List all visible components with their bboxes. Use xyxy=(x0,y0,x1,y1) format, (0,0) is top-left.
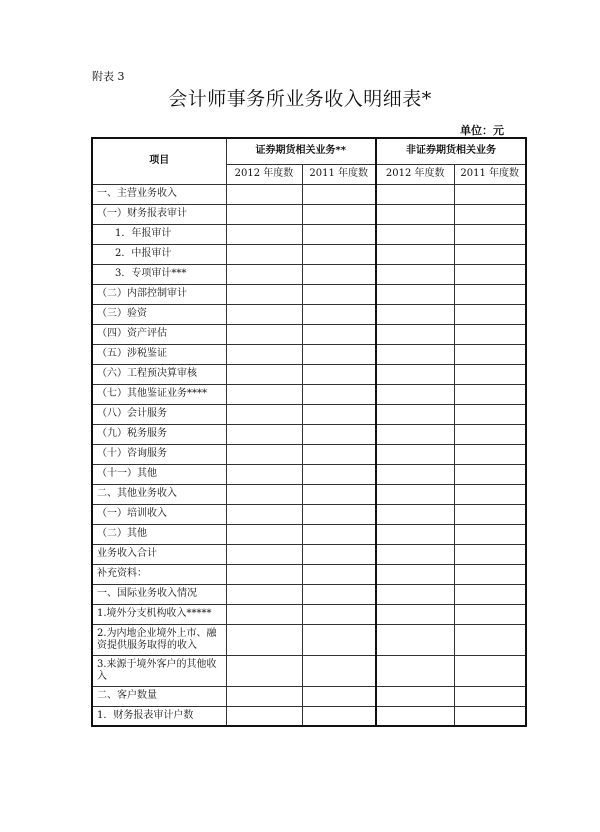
cell-securities-2011[interactable] xyxy=(302,424,376,444)
cell-non-securities-2012[interactable] xyxy=(376,284,454,304)
cell-non-securities-2012[interactable] xyxy=(376,524,454,544)
row-label: （九）税务服务 xyxy=(92,424,226,444)
row-label: 二、客户数量 xyxy=(92,686,226,706)
cell-non-securities-2011[interactable] xyxy=(454,706,526,726)
cell-securities-2011[interactable] xyxy=(302,686,376,706)
cell-securities-2011[interactable] xyxy=(302,364,376,384)
cell-securities-2012[interactable] xyxy=(226,224,302,244)
row-label: （七）其他鉴证业务**** xyxy=(92,384,226,404)
cell-securities-2011[interactable] xyxy=(302,344,376,364)
cell-non-securities-2011[interactable] xyxy=(454,524,526,544)
cell-securities-2011[interactable] xyxy=(302,204,376,224)
table-row xyxy=(92,424,526,444)
cell-non-securities-2011[interactable] xyxy=(454,504,526,524)
row-label: 2.为内地企业境外上市、融资提供服务取得的收入 xyxy=(92,624,226,655)
table-row xyxy=(92,324,526,344)
appendix-label: 附表 3 xyxy=(92,70,125,83)
table-row xyxy=(92,706,526,726)
cell-securities-2011[interactable] xyxy=(302,504,376,524)
table-row xyxy=(92,686,526,706)
cell-securities-2012[interactable] xyxy=(226,404,302,424)
row-label: （一）培训收入 xyxy=(92,504,226,524)
cell-securities-2012[interactable] xyxy=(226,444,302,464)
table-row xyxy=(92,224,526,244)
cell-securities-2011[interactable] xyxy=(302,544,376,564)
cell-non-securities-2011[interactable] xyxy=(454,464,526,484)
cell-securities-2012[interactable] xyxy=(226,284,302,304)
cell-securities-2012[interactable] xyxy=(226,364,302,384)
table-row xyxy=(92,484,526,504)
cell-non-securities-2011[interactable] xyxy=(454,404,526,424)
cell-non-securities-2012[interactable] xyxy=(376,464,454,484)
cell-non-securities-2011[interactable] xyxy=(454,484,526,504)
row-label: （八）会计服务 xyxy=(92,404,226,424)
row-label: 2．中报审计 xyxy=(92,244,226,264)
cell-non-securities-2011[interactable] xyxy=(454,444,526,464)
table-row xyxy=(92,304,526,324)
cell-non-securities-2011[interactable] xyxy=(454,655,526,686)
header-securities-business: 证券期货相关业务** xyxy=(226,138,376,164)
header-year-2011-securities: 2011 年度数 xyxy=(302,164,376,184)
cell-non-securities-2012[interactable] xyxy=(376,184,454,204)
cell-non-securities-2012[interactable] xyxy=(376,706,454,726)
cell-securities-2011[interactable] xyxy=(302,584,376,604)
cell-non-securities-2012[interactable] xyxy=(376,304,454,324)
header-non-securities-business: 非证券期货相关业务 xyxy=(376,138,526,164)
row-label: （十一）其他 xyxy=(92,464,226,484)
cell-securities-2012[interactable] xyxy=(226,384,302,404)
cell-securities-2011[interactable] xyxy=(302,384,376,404)
row-label: （六）工程预决算审核 xyxy=(92,364,226,384)
row-label: 补充资料： xyxy=(92,564,226,584)
cell-securities-2011[interactable] xyxy=(302,284,376,304)
cell-non-securities-2011[interactable] xyxy=(454,544,526,564)
cell-securities-2011[interactable] xyxy=(302,484,376,504)
table-row xyxy=(92,264,526,284)
cell-securities-2012[interactable] xyxy=(226,604,302,624)
table-row xyxy=(92,344,526,364)
cell-non-securities-2011[interactable] xyxy=(454,204,526,224)
cell-securities-2011[interactable] xyxy=(302,706,376,726)
cell-securities-2012[interactable] xyxy=(226,464,302,484)
row-label: 3.来源于境外客户的其他收入 xyxy=(92,655,226,686)
cell-non-securities-2012[interactable] xyxy=(376,484,454,504)
row-label: 1.境外分支机构收入***** xyxy=(92,604,226,624)
cell-securities-2011[interactable] xyxy=(302,304,376,324)
row-label: （三）验资 xyxy=(92,304,226,324)
cell-non-securities-2011[interactable] xyxy=(454,224,526,244)
cell-non-securities-2012[interactable] xyxy=(376,424,454,444)
row-label: （二）内部控制审计 xyxy=(92,284,226,304)
table-row xyxy=(92,604,526,624)
cell-securities-2012[interactable] xyxy=(226,655,302,686)
cell-securities-2011[interactable] xyxy=(302,184,376,204)
row-label: 一、国际业务收入情况 xyxy=(92,584,226,604)
cell-non-securities-2011[interactable] xyxy=(454,624,526,655)
table-row xyxy=(92,384,526,404)
table-row xyxy=(92,544,526,564)
cell-non-securities-2012[interactable] xyxy=(376,344,454,364)
cell-securities-2011[interactable] xyxy=(302,224,376,244)
table-row xyxy=(92,564,526,584)
table-row xyxy=(92,364,526,384)
income-detail-table xyxy=(91,137,527,727)
cell-non-securities-2011[interactable] xyxy=(454,304,526,324)
table-row xyxy=(92,464,526,484)
table-row xyxy=(92,204,526,224)
cell-non-securities-2011[interactable] xyxy=(454,364,526,384)
table-row xyxy=(92,244,526,264)
cell-securities-2011[interactable] xyxy=(302,604,376,624)
cell-non-securities-2012[interactable] xyxy=(376,204,454,224)
cell-non-securities-2011[interactable] xyxy=(454,324,526,344)
header-year-2011-non-securities: 2011 年度数 xyxy=(454,164,526,184)
cell-non-securities-2012[interactable] xyxy=(376,244,454,264)
cell-securities-2011[interactable] xyxy=(302,324,376,344)
cell-securities-2011[interactable] xyxy=(302,464,376,484)
cell-securities-2012[interactable] xyxy=(226,624,302,655)
table-row xyxy=(92,184,526,204)
cell-securities-2012[interactable] xyxy=(226,184,302,204)
cell-non-securities-2012[interactable] xyxy=(376,264,454,284)
table-row xyxy=(92,584,526,604)
cell-securities-2011[interactable] xyxy=(302,524,376,544)
cell-non-securities-2012[interactable] xyxy=(376,604,454,624)
cell-securities-2012[interactable] xyxy=(226,204,302,224)
page-title: 会计师事务所业务收入明细表* xyxy=(168,88,432,110)
table-row xyxy=(92,524,526,544)
table-row xyxy=(92,444,526,464)
cell-non-securities-2012[interactable] xyxy=(376,564,454,584)
cell-securities-2012[interactable] xyxy=(226,424,302,444)
cell-securities-2011[interactable] xyxy=(302,404,376,424)
cell-securities-2011[interactable] xyxy=(302,564,376,584)
cell-securities-2011[interactable] xyxy=(302,444,376,464)
cell-securities-2011[interactable] xyxy=(302,264,376,284)
cell-non-securities-2011[interactable] xyxy=(454,284,526,304)
cell-securities-2012[interactable] xyxy=(226,544,302,564)
cell-securities-2012[interactable] xyxy=(226,344,302,364)
cell-securities-2011[interactable] xyxy=(302,624,376,655)
row-label: 业务收入合计 xyxy=(92,544,226,564)
table-row xyxy=(92,624,526,655)
row-label: （二）其他 xyxy=(92,524,226,544)
cell-securities-2012[interactable] xyxy=(226,244,302,264)
cell-non-securities-2012[interactable] xyxy=(376,364,454,384)
cell-securities-2012[interactable] xyxy=(226,584,302,604)
cell-non-securities-2011[interactable] xyxy=(454,604,526,624)
row-label: 1．年报审计 xyxy=(92,224,226,244)
cell-securities-2012[interactable] xyxy=(226,304,302,324)
cell-securities-2012[interactable] xyxy=(226,686,302,706)
row-label: （五）涉税鉴证 xyxy=(92,344,226,364)
cell-non-securities-2011[interactable] xyxy=(454,264,526,284)
row-label: 二、其他业务收入 xyxy=(92,484,226,504)
cell-securities-2012[interactable] xyxy=(226,264,302,284)
table-row xyxy=(92,284,526,304)
cell-non-securities-2012[interactable] xyxy=(376,384,454,404)
row-label: 1．财务报表审计户数 xyxy=(92,706,226,726)
cell-non-securities-2011[interactable] xyxy=(454,424,526,444)
cell-securities-2012[interactable] xyxy=(226,324,302,344)
cell-non-securities-2012[interactable] xyxy=(376,686,454,706)
row-label: （一）财务报表审计 xyxy=(92,204,226,224)
cell-non-securities-2012[interactable] xyxy=(376,544,454,564)
cell-securities-2011[interactable] xyxy=(302,655,376,686)
cell-non-securities-2011[interactable] xyxy=(454,344,526,364)
cell-non-securities-2011[interactable] xyxy=(454,184,526,204)
cell-securities-2011[interactable] xyxy=(302,244,376,264)
row-label: （四）资产评估 xyxy=(92,324,226,344)
table-row xyxy=(92,504,526,524)
cell-securities-2012[interactable] xyxy=(226,484,302,504)
row-label: （十）咨询服务 xyxy=(92,444,226,464)
cell-securities-2012[interactable] xyxy=(226,706,302,726)
cell-securities-2012[interactable] xyxy=(226,504,302,524)
cell-non-securities-2012[interactable] xyxy=(376,584,454,604)
header-year-2012-non-securities: 2012 年度数 xyxy=(376,164,454,184)
header-item: 项目 xyxy=(92,138,226,184)
cell-non-securities-2012[interactable] xyxy=(376,224,454,244)
cell-non-securities-2012[interactable] xyxy=(376,655,454,686)
table-row xyxy=(92,655,526,686)
unit-label: 单位：元 xyxy=(460,124,504,137)
cell-securities-2012[interactable] xyxy=(226,564,302,584)
cell-non-securities-2011[interactable] xyxy=(454,686,526,706)
cell-non-securities-2012[interactable] xyxy=(376,404,454,424)
cell-non-securities-2012[interactable] xyxy=(376,444,454,464)
cell-non-securities-2012[interactable] xyxy=(376,504,454,524)
header-year-2012-securities: 2012 年度数 xyxy=(226,164,302,184)
cell-non-securities-2011[interactable] xyxy=(454,564,526,584)
cell-non-securities-2011[interactable] xyxy=(454,584,526,604)
cell-non-securities-2011[interactable] xyxy=(454,244,526,264)
cell-non-securities-2011[interactable] xyxy=(454,384,526,404)
table-row xyxy=(92,404,526,424)
cell-securities-2012[interactable] xyxy=(226,524,302,544)
cell-non-securities-2012[interactable] xyxy=(376,624,454,655)
cell-non-securities-2012[interactable] xyxy=(376,324,454,344)
row-label: 一、主营业务收入 xyxy=(92,184,226,204)
table-body xyxy=(92,184,526,726)
row-label: 3．专项审计*** xyxy=(92,264,226,284)
